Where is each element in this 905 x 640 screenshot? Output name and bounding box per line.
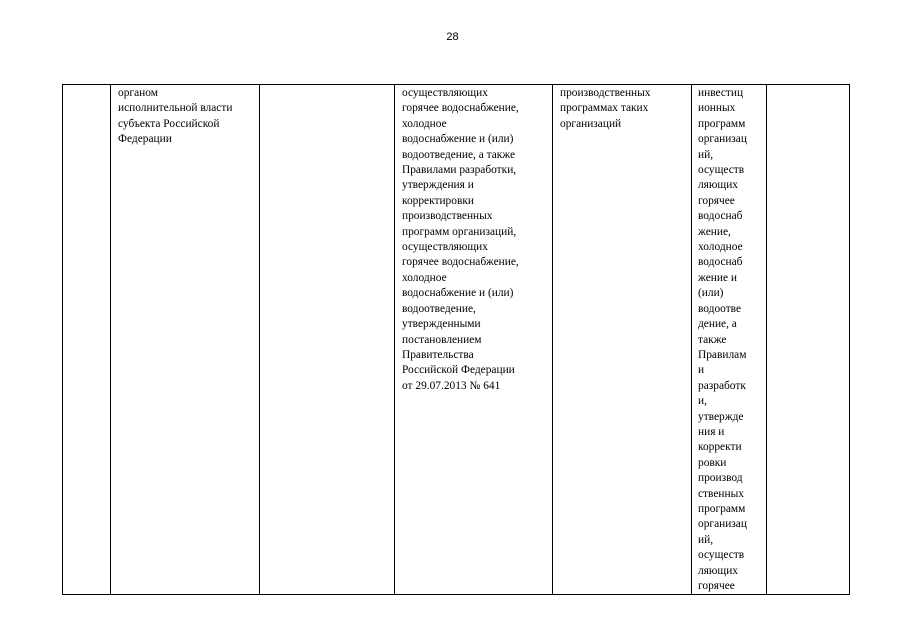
cell-text-line: Правилами разработки, [402, 164, 517, 177]
cell-text-line: ровки [698, 456, 727, 469]
cell-text-line: утвержде [698, 410, 744, 423]
cell-text-line: также [698, 333, 727, 346]
table-cell-number [63, 85, 111, 595]
cell-text-line: программ организаций, [402, 225, 517, 238]
cell-text-line: и [698, 364, 705, 377]
cell-text-line: корректировки [402, 194, 474, 207]
table-cell-empty [260, 85, 395, 595]
document-table [62, 84, 850, 595]
cell-text-line: субъекта Российской [118, 117, 220, 130]
cell-text-line: водоотве [698, 302, 742, 315]
cell-text-line: ственных [698, 487, 744, 500]
table-cell-regulation [395, 85, 553, 595]
cell-text-line: производственных [402, 210, 493, 223]
cell-text-line: водоотведение, [402, 302, 476, 315]
cell-text-line: ляющих [698, 179, 738, 192]
cell-text-line: горячее [698, 194, 735, 207]
cell-text-line: Правилам [698, 348, 747, 361]
cell-text-line: горячее [698, 580, 735, 592]
cell-text-line: постановлением [402, 333, 482, 346]
cell-text-line: Федерации [118, 133, 172, 146]
cell-text-line: организац [698, 518, 747, 531]
cell-text-line: жение и [698, 271, 737, 284]
cell-text-line: от 29.07.2013 № 641 [402, 379, 501, 392]
cell-text-line: водоснаб [698, 256, 743, 269]
cell-text-line: водоотведение, а также [402, 148, 516, 161]
cell-text-line: холодное [698, 241, 743, 254]
cell-text-line: организац [698, 133, 747, 146]
cell-text-line: производ [698, 472, 743, 485]
cell-text-line: ий, [698, 533, 714, 546]
cell-text-line: холодное [402, 117, 447, 130]
cell-text-line: водоснаб [698, 210, 743, 223]
cell-text-line: программ [698, 502, 746, 515]
cell-text-line: утвержденными [402, 318, 481, 331]
cell-text-line: Правительства [402, 348, 474, 361]
page-number: 28 [446, 31, 459, 43]
cell-text-line: Российской Федерации [402, 364, 515, 377]
cell-text-line: жение, [698, 225, 731, 238]
cell-text-line: горячее водоснабжение, [402, 102, 519, 115]
cell-text-line: утверждения и [402, 179, 474, 192]
cell-text-line: ий, [698, 148, 714, 161]
cell-text-line: ния и [698, 425, 725, 438]
cell-text-line: холодное [402, 271, 447, 284]
cell-text-line: осуществляющих [402, 241, 488, 254]
table-cell-programs [553, 85, 692, 595]
cell-text-line: осуществ [698, 164, 745, 177]
cell-text-line: корректи [698, 441, 742, 454]
cell-text-line: осуществляющих [402, 87, 488, 99]
table-cell-investment [692, 85, 767, 595]
cell-text-line: организаций [560, 117, 622, 130]
cell-text-line: ляющих [698, 564, 738, 577]
cell-text-line: разработк [698, 379, 746, 392]
cell-text-line: водоснабжение и (или) [402, 133, 514, 146]
cell-text-line: осуществ [698, 549, 745, 562]
cell-text-line: (или) [698, 287, 724, 300]
cell-text-line: и, [698, 395, 707, 408]
cell-text-line: программах таких [560, 102, 649, 115]
cell-text-line: горячее водоснабжение, [402, 256, 519, 269]
cell-text-line: производственных [560, 87, 651, 99]
cell-text-line: водоснабжение и (или) [402, 287, 514, 300]
cell-text-line: ионных [698, 102, 736, 115]
cell-text-line: инвестиц [698, 87, 744, 99]
table-cell-notes [767, 85, 850, 595]
cell-text-line: дение, а [698, 318, 737, 331]
cell-text-line: программ [698, 117, 746, 130]
cell-text-line: органом [118, 87, 158, 99]
cell-text-line: исполнительной власти [118, 102, 233, 115]
table-cell-authority [111, 85, 260, 595]
table-row [63, 85, 850, 595]
